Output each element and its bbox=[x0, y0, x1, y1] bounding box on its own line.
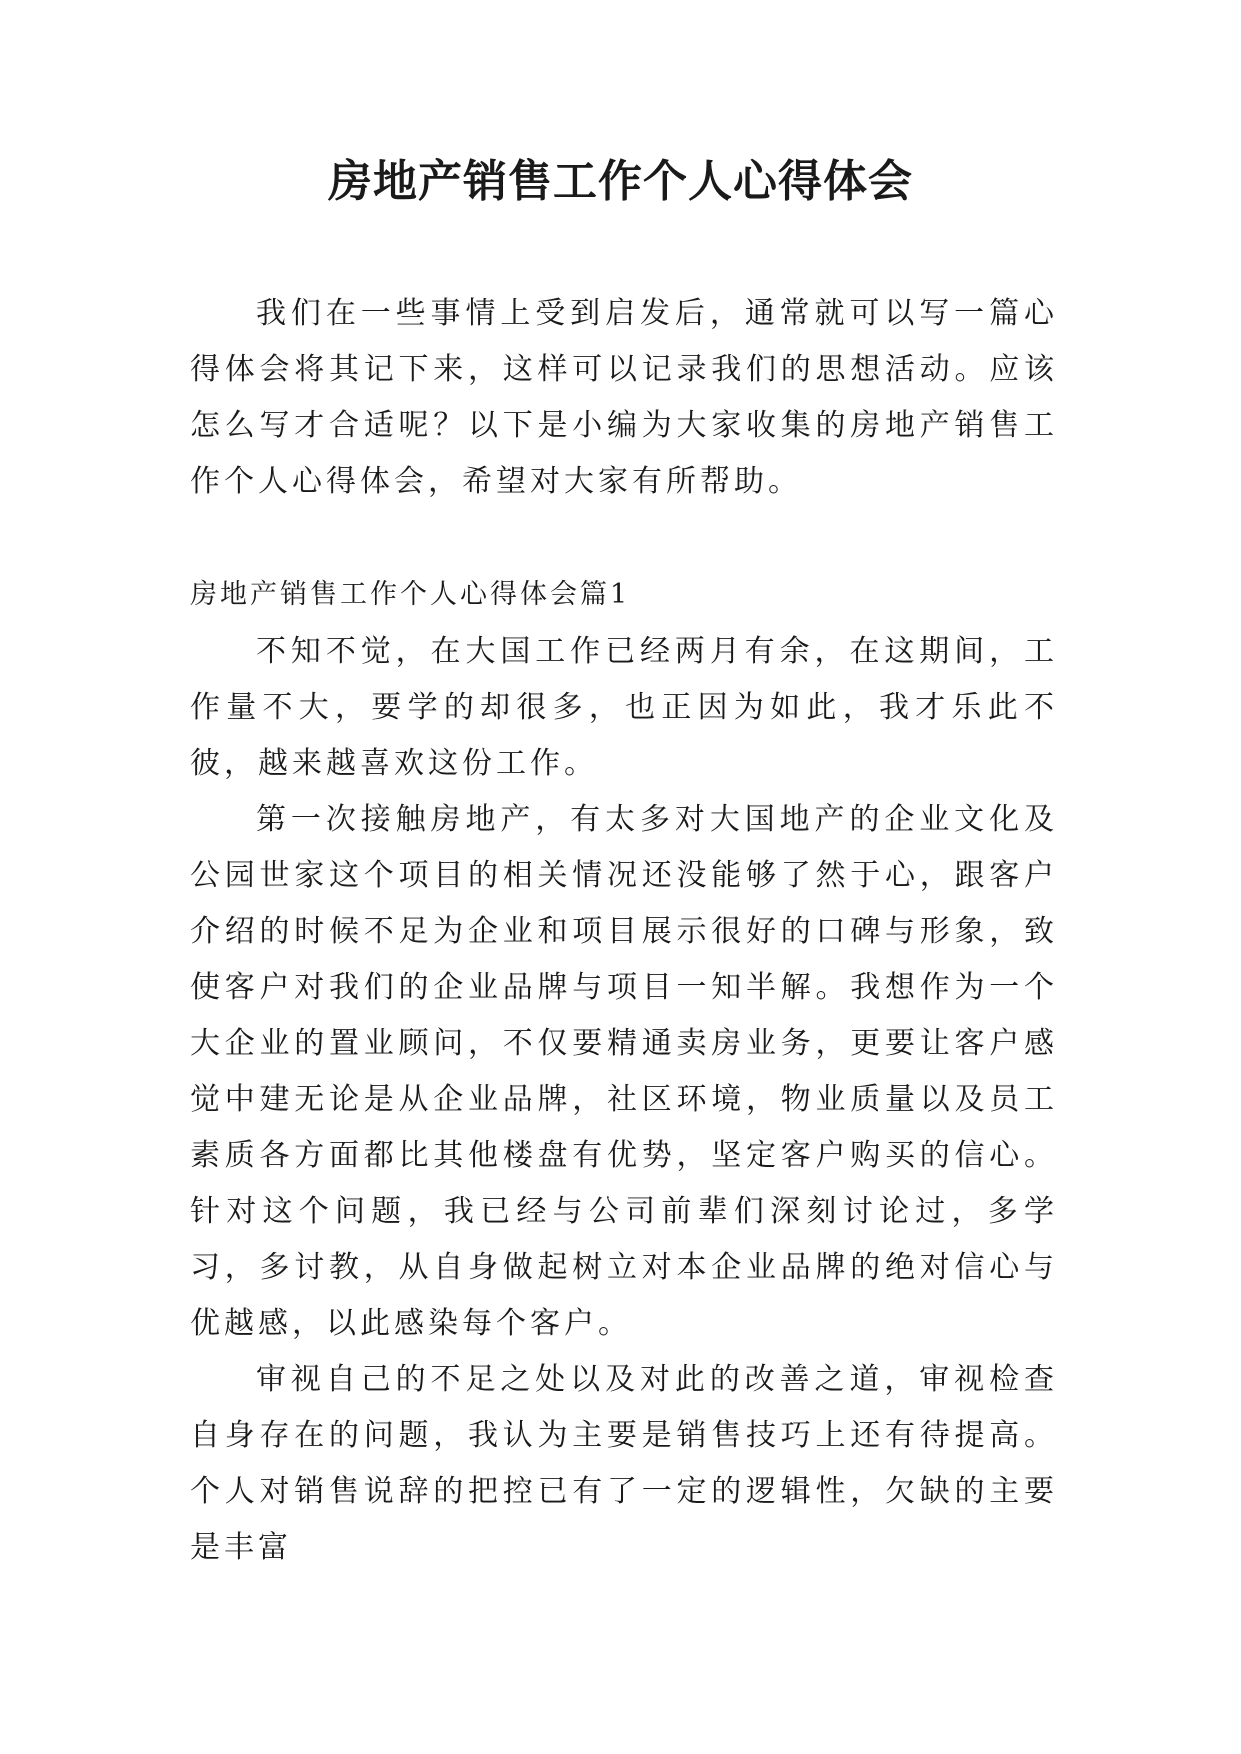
document-body bbox=[190, 286, 1058, 1576]
body-paragraph-3: 审视自己的不足之处以及对此的改善之道，审视检查自身存在的问题，我认为主要是销售技巧上还有待提高。个人对销售说辞的把控已有了一定的逻辑性，欠缺的主要是丰富 bbox=[190, 1362, 1058, 1565]
intro-paragraph: 我们在一些事情上受到启发后，通常就可以写一篇心得体会将其记下来，这样可以记录我们的思想活动。应该怎么写才合适呢？以下是小编为大家收集的房地产销售工作个人心得体会，希望对大家有所帮助。 bbox=[190, 296, 1058, 499]
section-heading: 房地产销售工作个人心得体会篇1 bbox=[190, 579, 631, 610]
document-title: 房地产销售工作个人心得体会 bbox=[328, 156, 913, 207]
body-paragraph-2: 第一次接触房地产，有太多对大国地产的企业文化及公园世家这个项目的相关情况还没能够了然于心，跟客户介绍的时候不足为企业和项目展示很好的口碑与形象，致使客户对我们的企业品牌与项目一知半解。我想作为一个大企业的置业顾问，不仅要精通卖房业务，更要让客户感觉中建无论是从企业品牌，社区环境，物业质量以及员工素质各方面都比其他楼盘有优势，坚定客户购买的信心。针对这个问题，我已经与公司前辈们深刻讨论过，多学习，多讨教，从自身做起树立对本企业品牌的绝对信心与优越感，以此感染每个客户。 bbox=[190, 802, 1058, 1341]
body-paragraph-1: 不知不觉，在大国工作已经两月有余，在这期间，工作量不大，要学的却很多，也正因为如此，我才乐此不彼，越来越喜欢这份工作。 bbox=[190, 634, 1058, 781]
